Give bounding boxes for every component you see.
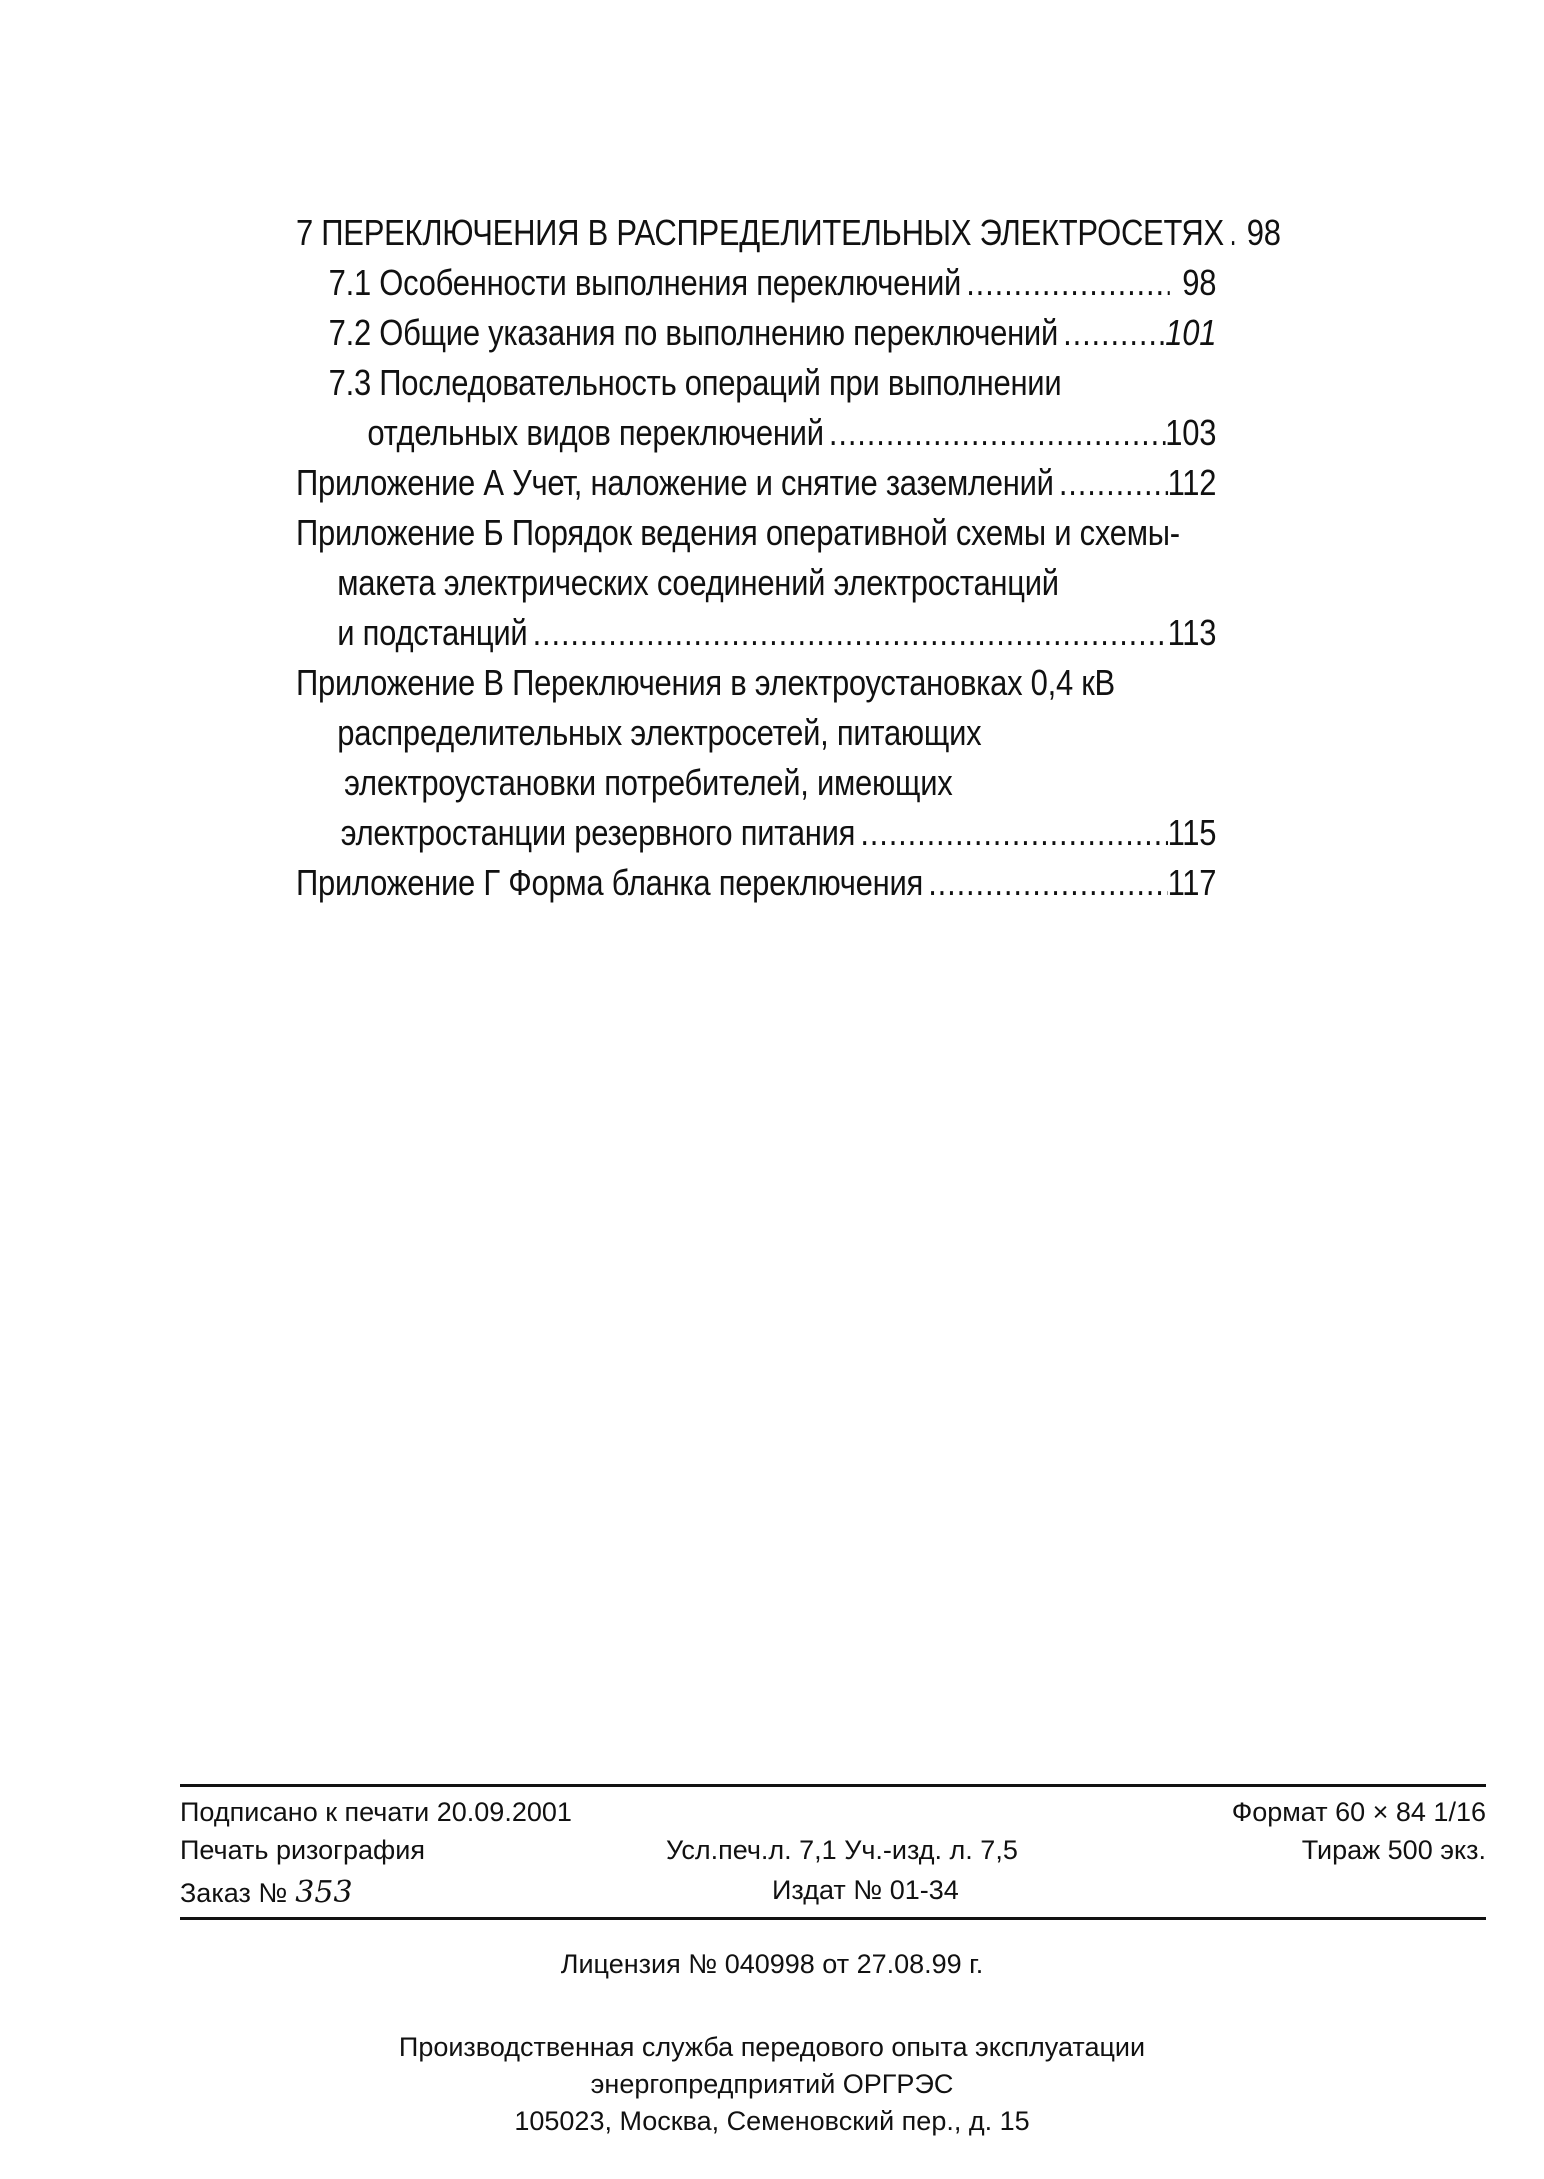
order-label: Заказ № — [180, 1878, 288, 1908]
toc-entry-title: распределительных электросетей, питающих — [337, 712, 982, 753]
imprint-block — [180, 1784, 1486, 1920]
toc-page-number: 112 — [1167, 462, 1217, 503]
toc-entry-title: 7 ПЕРЕКЛЮЧЕНИЯ В РАСПРЕДЕЛИТЕЛЬНЫХ ЭЛЕКТРОСЕТЯХ — [296, 212, 1224, 253]
dot-leader — [923, 858, 1168, 908]
signed-for-print — [180, 1797, 572, 1828]
toc-entry-title: 7.3 Последовательность операций при выполнении — [328, 362, 1062, 403]
circulation: Тираж 500 экз. — [1301, 1835, 1486, 1865]
dot-leader — [855, 808, 1167, 858]
toc-entry-title: 7.2 Общие указания по выполнению переключений — [328, 312, 1059, 353]
toc-entry-title: Приложение А Учет, наложение и снятие заземлений — [296, 462, 1054, 503]
toc-page-number: 98 — [1182, 262, 1217, 303]
imprint-bottom-rule — [180, 1917, 1486, 1920]
toc-entry-title: Приложение Г Форма бланка переключения — [296, 862, 924, 903]
toc-entry-title: и подстанций — [337, 612, 528, 653]
toc-page-number: 115 — [1167, 812, 1217, 853]
toc-page-number: 101 — [1165, 312, 1217, 353]
signed-label: Подписано к печати — [180, 1797, 430, 1827]
toc-entry-7-3-cont — [296, 408, 1216, 458]
publication-number: Издат № 01-34 — [772, 1875, 959, 1905]
toc-entry-7-2 — [296, 308, 1216, 358]
imprint-top-rule — [180, 1784, 1486, 1787]
print-type: Печать ризография — [180, 1835, 425, 1865]
toc-entry-title: макета электрических соединений электростанций — [337, 562, 1059, 603]
toc-entry-7 — [296, 208, 1281, 258]
toc-entry-7-3 — [296, 358, 1216, 408]
publisher-name-line1: Производственная служба передового опыта эксплуатации — [398, 2032, 1146, 2062]
toc-entry-appendix-g — [296, 858, 1216, 908]
dot-leader — [527, 608, 1167, 658]
toc-entry-appendix-b-cont — [296, 558, 1216, 608]
publisher-address: 105023, Москва, Семеновский пер., д. 15 — [514, 2106, 1030, 2136]
toc-entry-appendix-v — [296, 658, 1216, 708]
order-number-handwritten: 353 — [295, 1875, 353, 1910]
toc-page-number: 113 — [1167, 612, 1217, 653]
toc-entry-title: электроустановки потребителей, имеющих — [344, 762, 953, 803]
table-of-contents — [296, 208, 1281, 908]
toc-entry-title: отдельных видов переключений — [367, 412, 824, 453]
order-number-field — [180, 1875, 353, 1910]
toc-page-number: 117 — [1167, 862, 1217, 903]
toc-entry-appendix-a — [296, 458, 1216, 508]
toc-entry-title: электростанции резервного питания — [340, 812, 856, 853]
toc-entry-appendix-v-cont — [296, 758, 1216, 808]
paper-format: Формат 60 × 84 1/16 — [1231, 1797, 1486, 1827]
imprint-row-1 — [180, 1797, 1486, 1831]
toc-entry-appendix-b-cont — [296, 608, 1216, 658]
toc-entry-appendix-v-cont — [296, 808, 1216, 858]
license-line: Лицензия № 040998 от 27.08.99 г. — [560, 1949, 984, 1979]
toc-page-number: 103 — [1165, 412, 1217, 453]
publisher-name-line2: энергопредприятий ОРГРЭС — [590, 2069, 954, 2099]
dot-leader — [824, 408, 1166, 458]
toc-entry-appendix-v-cont — [296, 708, 1216, 758]
toc-page-number: 98 — [1246, 212, 1281, 253]
dot-leader — [1058, 308, 1165, 358]
dot-leader — [1054, 458, 1168, 508]
toc-entry-title: Приложение В Переключения в электроустановках 0,4 кВ — [296, 662, 1115, 703]
toc-entry-title: Приложение Б Порядок ведения оперативной схемы и схемы- — [296, 512, 1180, 553]
signed-date: 20.09.2001 — [436, 1797, 572, 1827]
printed-sheets: Усл.печ.л. 7,1 Уч.-изд. л. 7,5 — [666, 1835, 1018, 1865]
dot-leader — [961, 258, 1170, 308]
imprint-row-3 — [180, 1875, 1486, 1915]
dot-leader — [1224, 208, 1234, 258]
toc-entry-7-1 — [296, 258, 1216, 308]
toc-entry-title: 7.1 Особенности выполнения переключений — [328, 262, 962, 303]
imprint-row-2 — [180, 1835, 1486, 1869]
toc-entry-appendix-b — [296, 508, 1216, 558]
